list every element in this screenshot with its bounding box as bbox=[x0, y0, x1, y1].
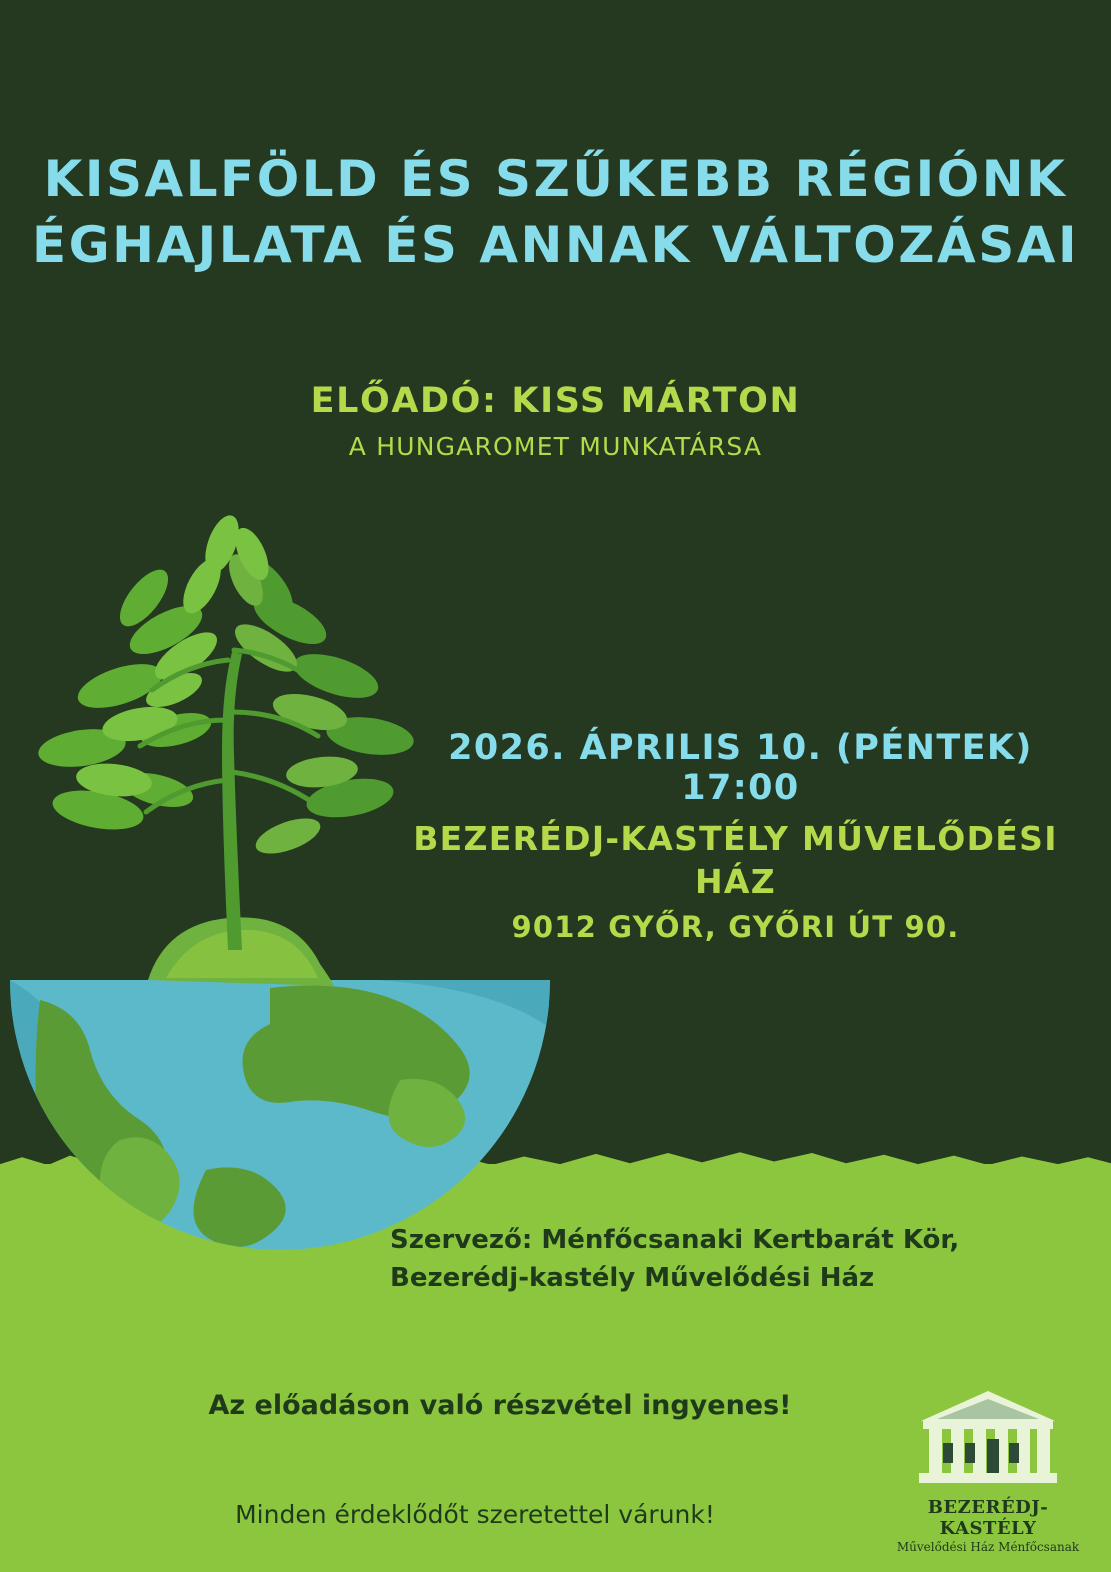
title-line-2: ÉGHAJLATA ÉS ANNAK VÁLTOZÁSAI bbox=[31, 215, 1080, 274]
free-entry-note: Az előadáson való részvétel ingyenes! bbox=[208, 1390, 792, 1421]
venue-address: 9012 GYŐR, GYŐRI ÚT 90. bbox=[511, 909, 960, 944]
title-line-1: KISALFÖLD ÉS SZŰKEBB RÉGIÓNK bbox=[43, 149, 1068, 208]
organizer-line-2: Bezerédj-kastély Művelődési Ház bbox=[390, 1262, 875, 1293]
organizer-line-1: Szervező: Ménfőcsanaki Kertbarát Kör, bbox=[390, 1225, 960, 1255]
logo-name: BEZERÉDJ-KASTÉLY bbox=[927, 1497, 1049, 1539]
welcome-note: Minden érdeklődőt szeretettel várunk! bbox=[235, 1500, 715, 1529]
speaker-affiliation: A HUNGAROMET MUNKATÁRSA bbox=[348, 431, 763, 461]
speaker-name: ELŐADÓ: KISS MÁRTON bbox=[310, 381, 801, 421]
event-datetime: 2026. ÁPRILIS 10. (PÉNTEK) 17:00 bbox=[448, 728, 1033, 808]
venue-name: BEZERÉDJ-KASTÉLY MŰVELŐDÉSI HÁZ bbox=[413, 819, 1058, 901]
logo-subtitle: Művelődési Ház Ménfőcsanak bbox=[896, 1540, 1080, 1554]
organizer-block bbox=[390, 1222, 1050, 1298]
speaker-block bbox=[0, 380, 1111, 461]
organization-logo bbox=[893, 1387, 1083, 1554]
event-venue bbox=[380, 818, 1091, 944]
page-title bbox=[0, 146, 1111, 278]
classical-building-icon bbox=[913, 1387, 1063, 1495]
